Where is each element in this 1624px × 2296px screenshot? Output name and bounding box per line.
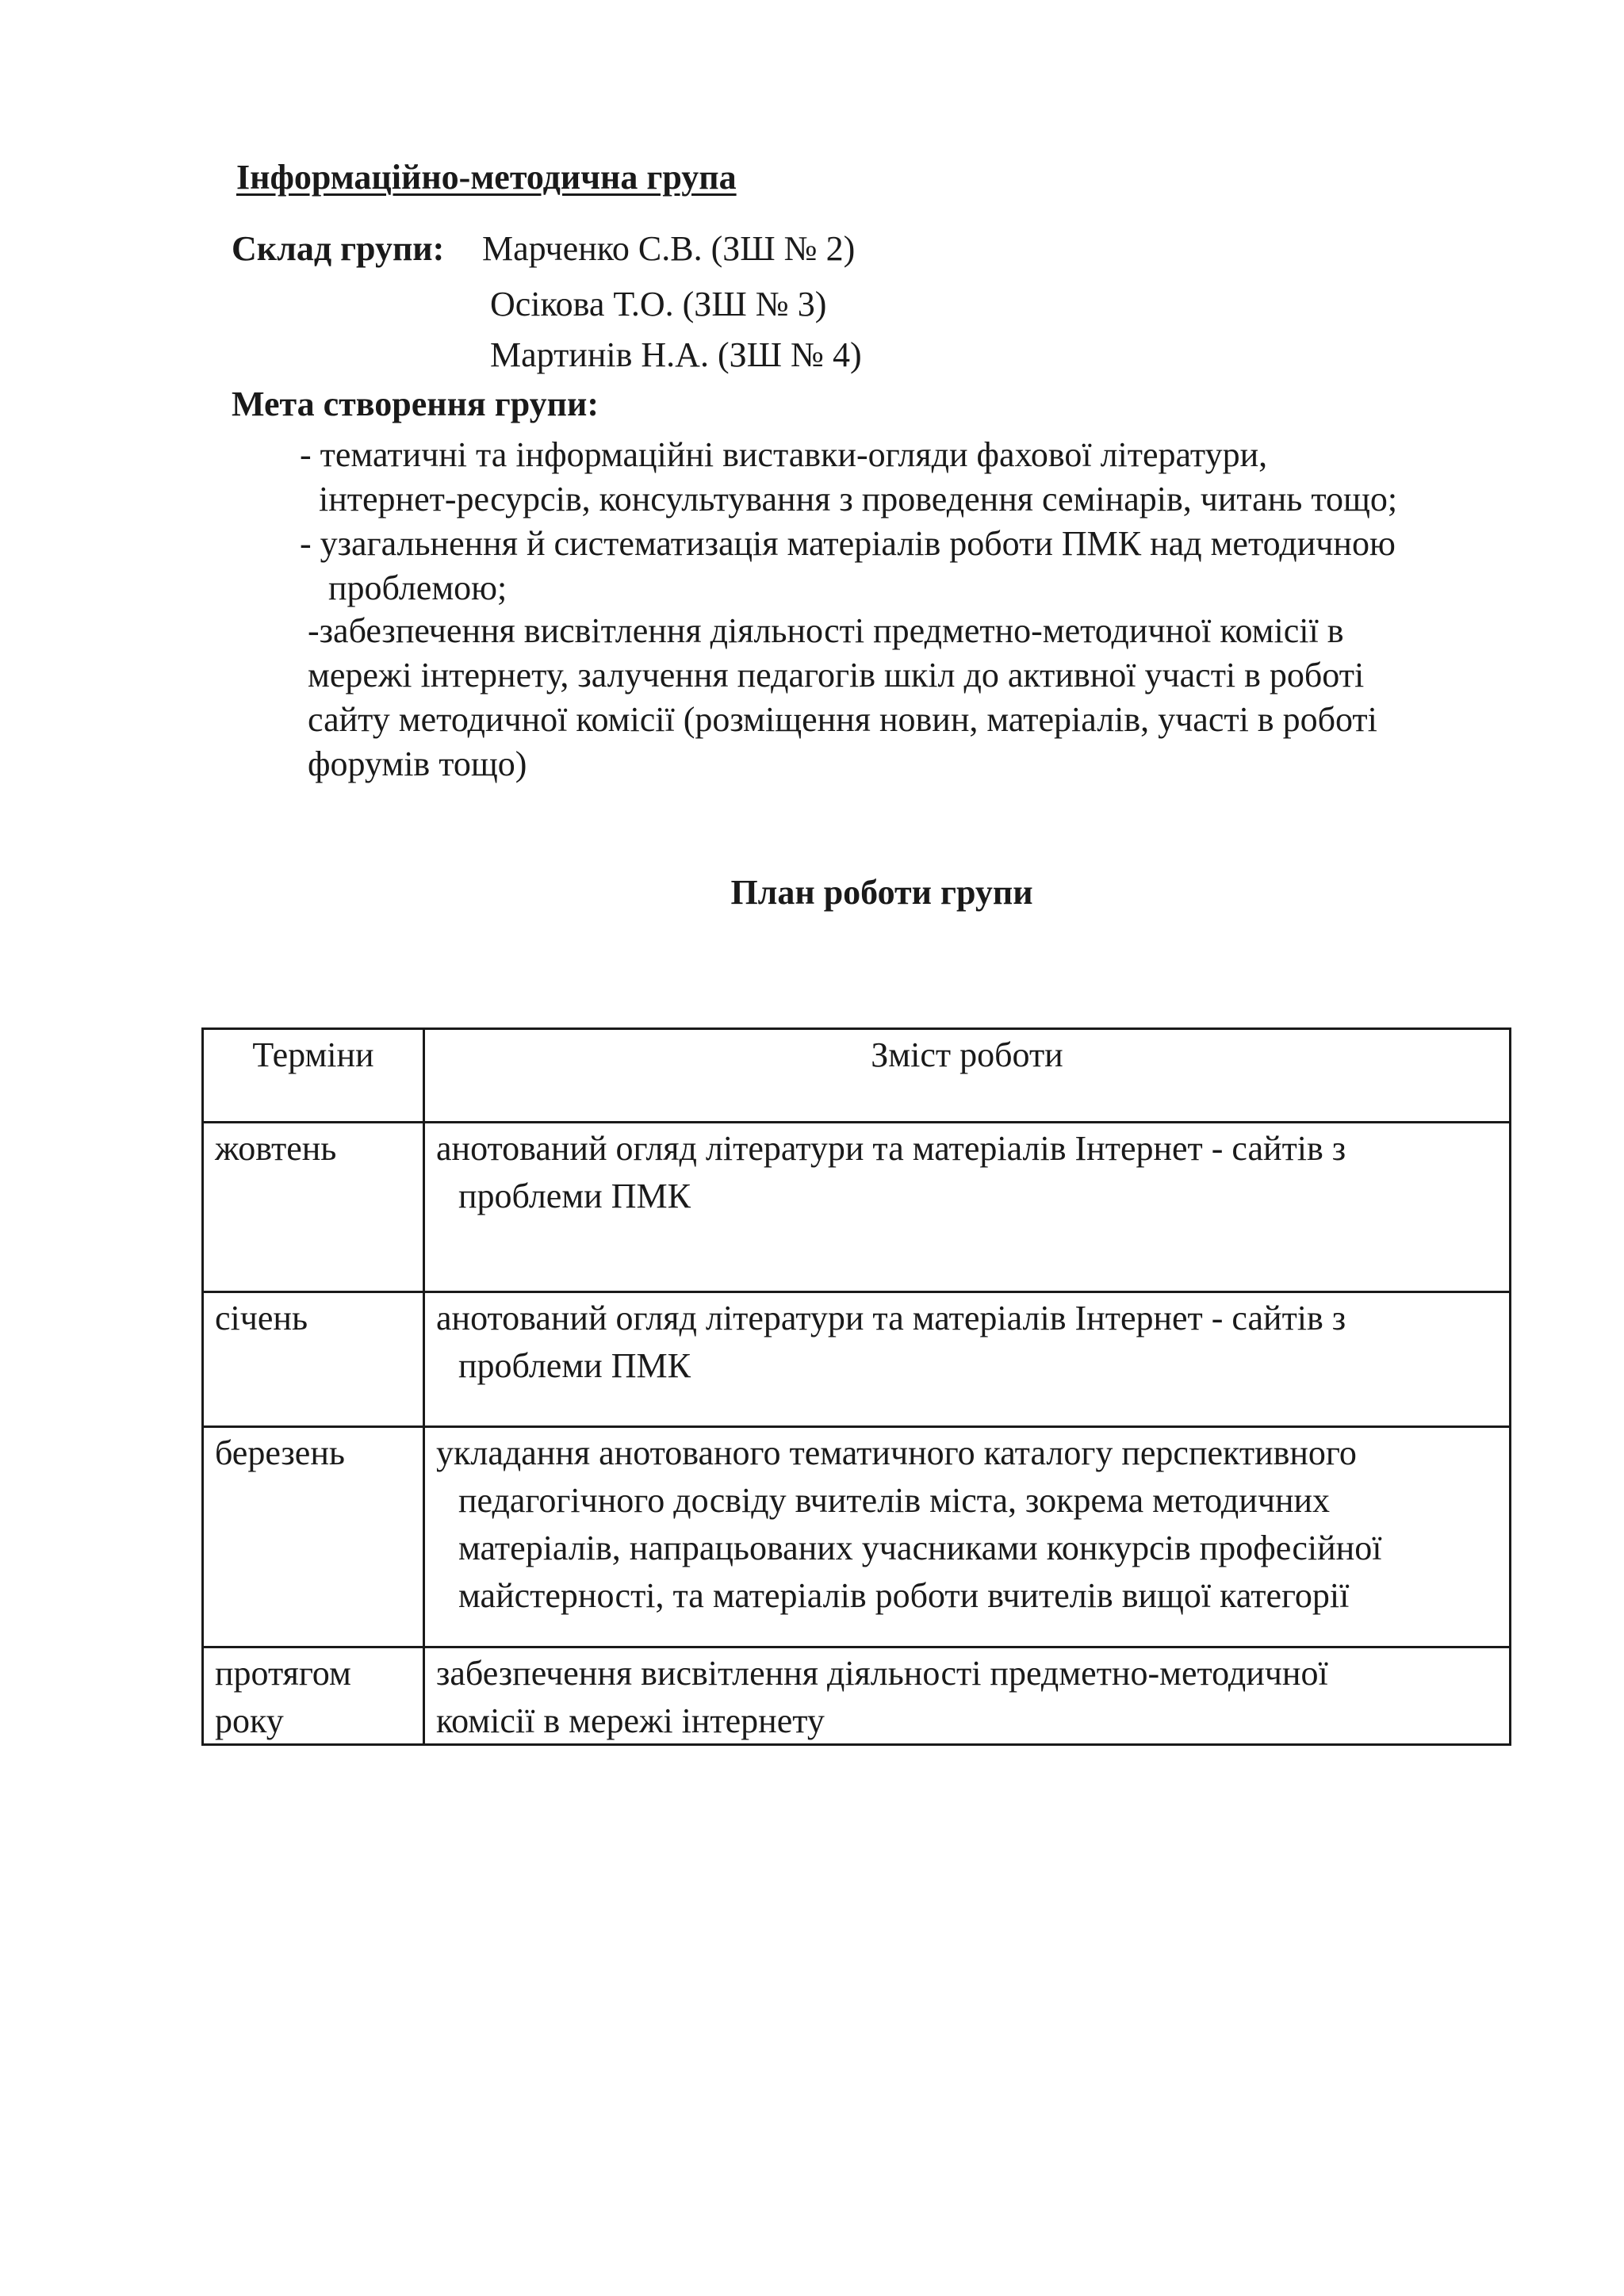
goal-line: - узагальнення й систематизація матеріалів роботи ПМК над методичною bbox=[300, 524, 1396, 563]
content-line: комісії в мережі інтернету bbox=[436, 1701, 825, 1740]
term-text: жовтень bbox=[215, 1129, 337, 1168]
table-row bbox=[203, 1647, 1511, 1745]
content-cell bbox=[424, 1123, 1511, 1292]
member-item: Осікова Т.О. (ЗШ № 3) bbox=[490, 285, 827, 323]
goal-line: сайту методичної комісії (розміщення новин, матеріалів, участі в роботі bbox=[308, 700, 1377, 739]
header-content: Зміст роботи bbox=[424, 1029, 1511, 1123]
content-line: укладання анотованого тематичного каталогу перспективного bbox=[436, 1433, 1357, 1472]
content-line: забезпечення висвітлення діяльності предметно-методичної bbox=[436, 1654, 1328, 1693]
content-line: анотований огляд літератури та матеріалів Інтернет - сайтів з bbox=[436, 1299, 1346, 1337]
plan-title: План роботи групи bbox=[730, 873, 1033, 912]
header-terms: Терміни bbox=[203, 1029, 424, 1123]
content-line: анотований огляд літератури та матеріалів Інтернет - сайтів з bbox=[436, 1129, 1346, 1168]
goal-line: інтернет-ресурсів, консультування з проведення семінарів, читань тощо; bbox=[319, 480, 1398, 519]
goal-line: проблемою; bbox=[328, 568, 508, 607]
member-item: Марченко С.В. (ЗШ № 2) bbox=[482, 229, 856, 268]
term-cell bbox=[203, 1647, 424, 1745]
member-item: Мартинів Н.А. (ЗШ № 4) bbox=[490, 335, 862, 374]
goal-line: - тематичні та інформаційні виставки-огляди фахової літератури, bbox=[300, 435, 1268, 474]
term-cell bbox=[203, 1292, 424, 1427]
composition-label: Склад групи: bbox=[232, 229, 445, 268]
content-line: матеріалів, напрацьованих учасниками конкурсів професійної bbox=[458, 1529, 1382, 1567]
content-cell bbox=[424, 1647, 1511, 1745]
goal-line: мережі інтернету, залучення педагогів шкіл до активної участі в роботі bbox=[308, 656, 1365, 695]
goal-line: -забезпечення висвітлення діяльності предметно-методичної комісії в bbox=[308, 611, 1344, 650]
table-header-row bbox=[203, 1029, 1511, 1123]
content-cell bbox=[424, 1292, 1511, 1427]
term-text: протягом bbox=[215, 1654, 351, 1693]
term-text: січень bbox=[215, 1299, 308, 1337]
content-line: проблеми ПМК bbox=[458, 1346, 691, 1385]
content-line: проблеми ПМК bbox=[458, 1177, 691, 1215]
term-text: року bbox=[215, 1701, 284, 1740]
goal-label: Мета створення групи: bbox=[232, 385, 599, 423]
term-cell bbox=[203, 1123, 424, 1292]
content-line: майстерності, та матеріалів роботи вчителів вищої категорії bbox=[458, 1576, 1350, 1615]
goal-line: форумів тощо) bbox=[308, 744, 527, 783]
table-row bbox=[203, 1292, 1511, 1427]
plan-table bbox=[201, 1027, 1511, 1746]
document-title: Інформаційно-методична група bbox=[236, 158, 737, 197]
content-cell bbox=[424, 1427, 1511, 1647]
table-row bbox=[203, 1123, 1511, 1292]
term-cell bbox=[203, 1427, 424, 1647]
table-row bbox=[203, 1427, 1511, 1647]
content-line: педагогічного досвіду вчителів міста, зокрема методичних bbox=[458, 1481, 1331, 1520]
term-text: березень bbox=[215, 1433, 345, 1472]
